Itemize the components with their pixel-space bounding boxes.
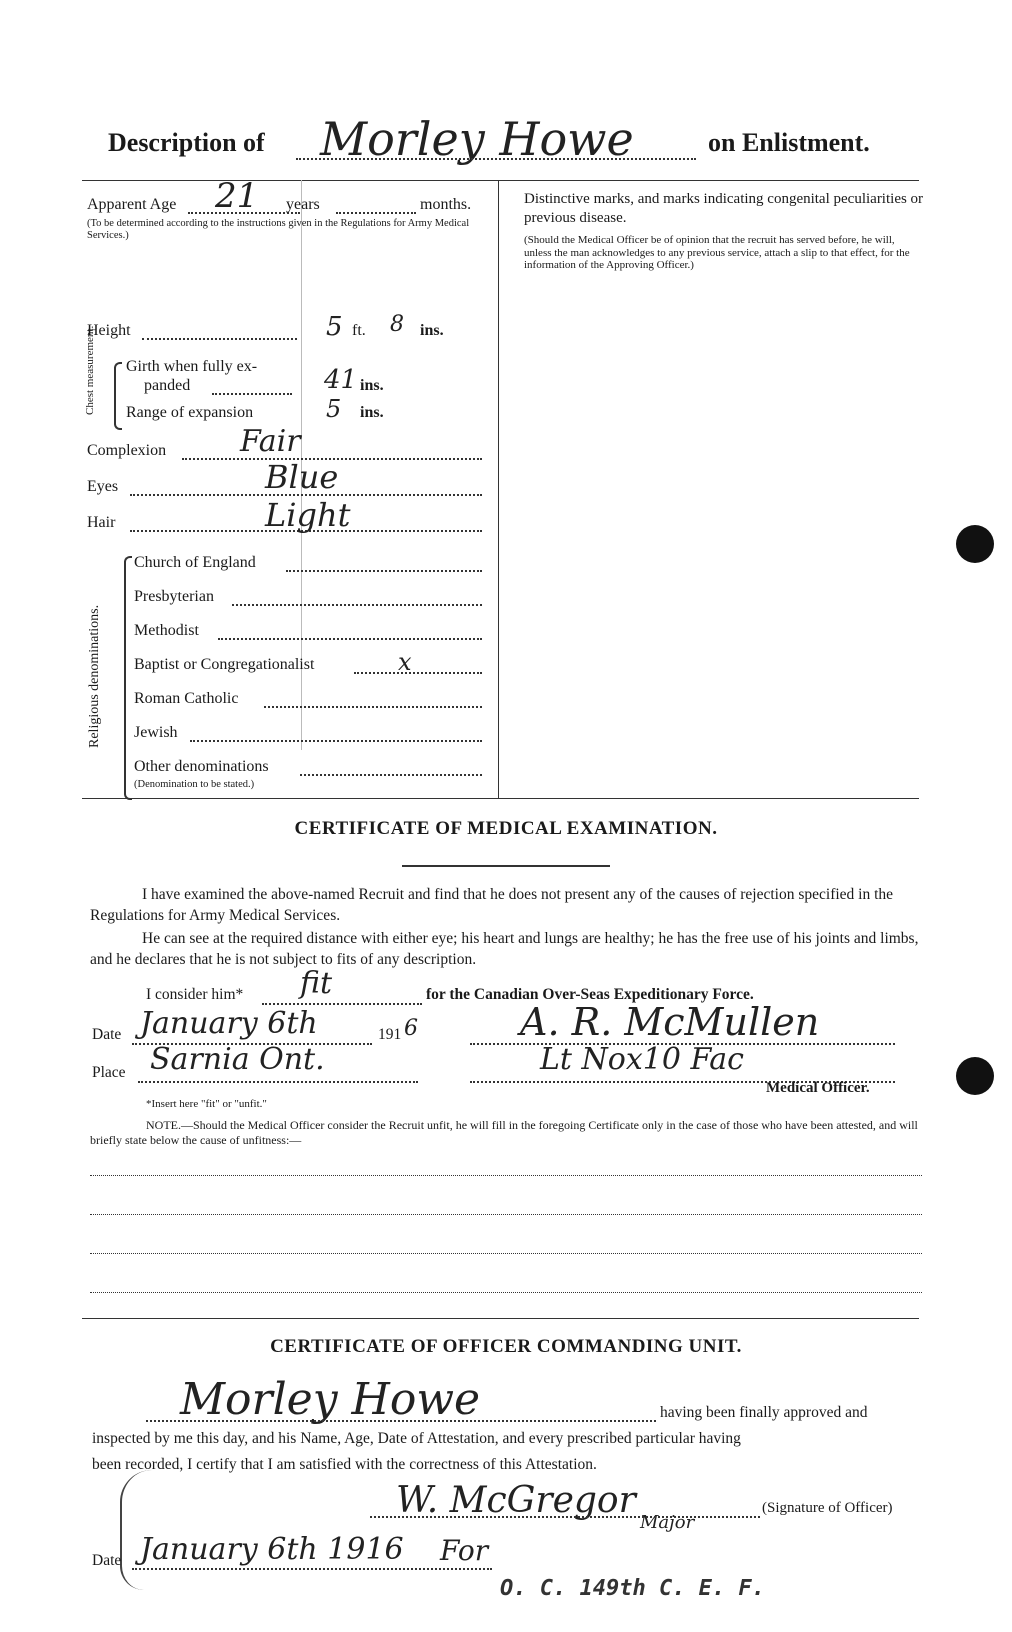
top-rule xyxy=(82,180,919,181)
commanding-officer-rank: Major xyxy=(640,1512,695,1533)
commanding-date-line xyxy=(132,1568,492,1570)
ft-label: ft. xyxy=(352,322,366,339)
marks-note: (Should the Medical Officer be of opinion that the recruit has served before, he will, unless the man acknowledges to any previous service, attach a slip to that effect, for the information of the Approving Officer.) xyxy=(524,234,910,271)
age-note: (To be determined according to the instructions given in the Regulations for Army Medical Services.) xyxy=(87,218,470,241)
religion-line xyxy=(264,706,482,708)
unfit-reason-line xyxy=(90,1292,922,1293)
chest-label: Chest measurement. xyxy=(84,325,96,415)
force-label: for the Canadian Over-Seas Expeditionary Force. xyxy=(426,986,754,1003)
religion-label-jewish: Jewish xyxy=(134,724,178,741)
signature-flourish xyxy=(120,1470,152,1590)
commanding-recruit-name: Morley Howe xyxy=(180,1374,481,1425)
age-value: 21 xyxy=(215,176,259,216)
mid-rule xyxy=(82,798,919,799)
religion-mark: x xyxy=(398,648,412,676)
unfit-reason-line xyxy=(90,1214,922,1215)
other-denomination-note: (Denomination to be stated.) xyxy=(134,779,255,790)
months-label: months. xyxy=(420,196,472,213)
religion-brace xyxy=(124,556,132,800)
medical-officer-rank: Lt Nox10 Fac xyxy=(540,1042,744,1077)
unfit-reason-line xyxy=(90,1175,922,1176)
height-in-value: 8 xyxy=(390,312,404,337)
months-line xyxy=(336,212,416,214)
recruit-name: Morley Howe xyxy=(320,112,634,166)
consider-label: I consider him* xyxy=(146,986,244,1003)
medical-officer-label: Medical Officer. xyxy=(766,1080,870,1096)
medical-officer-signature: A. R. McMullen xyxy=(520,1000,820,1044)
column-divider xyxy=(498,180,499,798)
insert-note: *Insert here "fit" or "unfit." xyxy=(146,1098,267,1110)
commanding-text-3: been recorded, I certify that I am satisfied with the correctness of this Attestation. xyxy=(92,1456,597,1473)
commanding-text-1: having been finally approved and xyxy=(660,1404,868,1421)
place-line xyxy=(138,1081,418,1083)
religion-label-roman-catholic: Roman Catholic xyxy=(134,690,239,707)
range-value: 5 xyxy=(326,395,342,423)
punch-hole-top xyxy=(956,525,994,563)
range-ins-label: ins. xyxy=(360,404,384,421)
medical-date-value: January 6th xyxy=(140,1006,318,1041)
for-label: For xyxy=(440,1534,489,1567)
officer-signature-line xyxy=(370,1516,760,1518)
eyes-value: Blue xyxy=(265,458,339,496)
religion-line xyxy=(286,570,482,572)
heading-rule xyxy=(402,865,610,867)
girth-line xyxy=(212,393,292,395)
medical-para-2: He can see at the required distance with either eye; his heart and lungs are healthy; he has the free use of his joints and limbs, and he declares that he is not subject to fits of any description. xyxy=(90,930,919,968)
signature-of-officer-label: (Signature of Officer) xyxy=(762,1500,893,1516)
religion-line xyxy=(354,672,482,674)
commanding-date-value: January 6th 1916 xyxy=(140,1532,404,1567)
hair-value: Light xyxy=(265,496,351,534)
medical-para-1: I have examined the above-named Recruit and find that he does not present any of the causes of rejection specified in the Regulations for Army Medical Services. xyxy=(90,886,894,924)
religion-label: Religious denominations. xyxy=(87,604,102,748)
punch-hole-bottom xyxy=(956,1057,994,1095)
complexion-value: Fair xyxy=(240,424,301,459)
unit-stamp: O. C. 149th C. E. F. xyxy=(500,1576,765,1601)
height-line xyxy=(142,338,297,340)
place-value: Sarnia Ont. xyxy=(150,1042,325,1077)
bottom-rule xyxy=(82,1318,919,1319)
years-label: years xyxy=(286,196,320,213)
medical-date-label: Date xyxy=(92,1026,122,1043)
religion-line xyxy=(232,604,482,606)
ins-label: ins. xyxy=(420,322,444,339)
girth-ins-label: ins. xyxy=(360,377,384,394)
title-prefix: Description of xyxy=(108,128,265,157)
religion-label-methodist: Methodist xyxy=(134,622,199,639)
religion-line xyxy=(190,740,482,742)
religion-label-baptist: Baptist or Congregationalist xyxy=(134,656,315,673)
commanding-text-2: inspected by me this day, and his Name, Age, Date of Attestation, and every prescribed particular having xyxy=(92,1430,741,1447)
religion-line xyxy=(300,774,482,776)
girth-value: 41 xyxy=(324,365,358,395)
commanding-date-label: Date xyxy=(92,1552,122,1569)
hair-label: Hair xyxy=(87,514,116,531)
height-label: Height xyxy=(87,322,131,339)
consider-line xyxy=(262,1003,422,1005)
unfit-reason-line xyxy=(90,1253,922,1254)
place-label: Place xyxy=(92,1064,126,1081)
name-dotted-line xyxy=(296,158,696,160)
apparent-age-label: Apparent Age xyxy=(87,196,177,213)
religion-label-church-of-england: Church of England xyxy=(134,554,256,571)
commanding-officer-signature: W. McGregor xyxy=(396,1480,636,1521)
medical-heading: CERTIFICATE OF MEDICAL EXAMINATION. xyxy=(294,818,718,839)
religion-label-presbyterian: Presbyterian xyxy=(134,588,214,605)
girth-label-2: panded xyxy=(144,377,191,394)
complexion-label: Complexion xyxy=(87,442,167,459)
eyes-label: Eyes xyxy=(87,478,119,495)
height-ft-value: 5 xyxy=(326,312,343,342)
year-prefix: 191 xyxy=(378,1026,402,1043)
unfit-note: NOTE.—Should the Medical Officer consider the Recruit unfit, he will fill in the foregoing Certificate only in the case of those who have been attested, and will briefly state below the cause of unfitness:— xyxy=(90,1118,918,1147)
year-suffix: 6 xyxy=(404,1016,418,1041)
religion-label-other: Other denominations xyxy=(134,758,269,775)
title-suffix: on Enlistment. xyxy=(708,128,870,157)
range-label: Range of expansion xyxy=(126,404,254,421)
chest-brace xyxy=(114,362,122,430)
commanding-heading: CERTIFICATE OF OFFICER COMMANDING UNIT. xyxy=(270,1336,742,1357)
religion-line xyxy=(218,638,482,640)
marks-heading: Distinctive marks, and marks indicating congenital peculiarities or previous disease. xyxy=(524,191,924,226)
fitness-value: fit xyxy=(300,966,333,1001)
commanding-name-line xyxy=(146,1420,656,1422)
girth-label-1: Girth when fully ex- xyxy=(126,358,258,375)
